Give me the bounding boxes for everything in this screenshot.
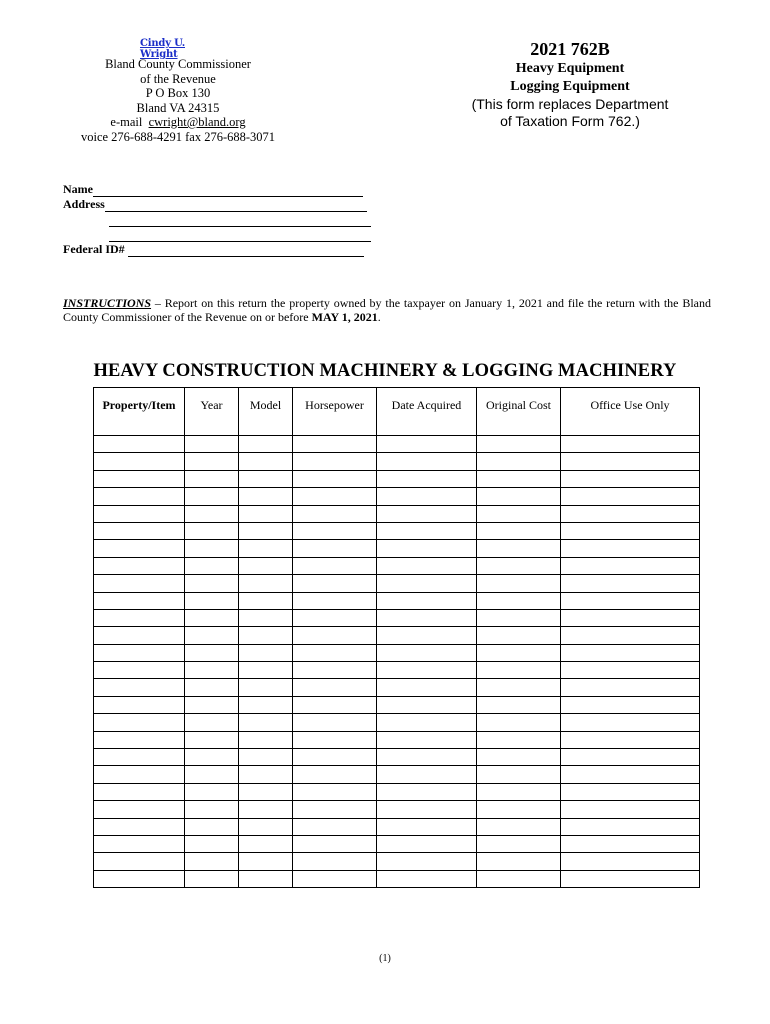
header-original-cost: Original Cost — [477, 388, 561, 436]
table-cell[interactable] — [561, 575, 700, 592]
header-office-use-only: Office Use Only — [561, 388, 700, 436]
table-row — [94, 783, 700, 800]
table-cell[interactable] — [185, 696, 239, 713]
table-cell[interactable] — [477, 436, 561, 453]
header-horsepower: Horsepower — [293, 388, 377, 436]
table-cell[interactable] — [477, 557, 561, 574]
table-cell[interactable] — [94, 522, 185, 539]
table-cell[interactable] — [293, 783, 377, 800]
office-line-4: Bland VA 24315 — [136, 100, 220, 115]
table-cell[interactable] — [377, 818, 477, 835]
table-cell[interactable] — [94, 436, 185, 453]
table-cell[interactable] — [293, 835, 377, 852]
form-title-1: Heavy Equipment — [515, 61, 625, 76]
table-row — [94, 818, 700, 835]
table-cell[interactable] — [94, 488, 185, 505]
table-cell[interactable] — [293, 453, 377, 470]
table-cell[interactable] — [185, 540, 239, 557]
table-cell[interactable] — [477, 801, 561, 818]
table-row — [94, 436, 700, 453]
table-cell[interactable] — [377, 853, 477, 870]
table-cell[interactable] — [293, 714, 377, 731]
table-row — [94, 592, 700, 609]
table-cell[interactable] — [561, 731, 700, 748]
office-line-2: of the Revenue — [140, 71, 216, 86]
header-date-acquired: Date Acquired — [377, 388, 477, 436]
table-cell[interactable] — [561, 609, 700, 626]
table-cell[interactable] — [185, 853, 239, 870]
table-cell[interactable] — [239, 522, 293, 539]
table-cell[interactable] — [185, 818, 239, 835]
table-cell[interactable] — [239, 575, 293, 592]
table-cell[interactable] — [377, 436, 477, 453]
table-cell[interactable] — [293, 853, 377, 870]
table-cell[interactable] — [477, 818, 561, 835]
table-cell[interactable] — [377, 557, 477, 574]
table-row — [94, 522, 700, 539]
table-row — [94, 766, 700, 783]
table-cell[interactable] — [239, 870, 293, 887]
address-field[interactable] — [105, 200, 367, 212]
table-cell[interactable] — [293, 488, 377, 505]
table-cell[interactable] — [94, 731, 185, 748]
table-cell[interactable] — [239, 835, 293, 852]
equipment-table — [93, 387, 700, 888]
header-property-item: Property/Item — [94, 388, 185, 436]
table-row — [94, 505, 700, 522]
table-cell[interactable] — [293, 870, 377, 887]
table-cell[interactable] — [185, 766, 239, 783]
table-cell[interactable] — [477, 644, 561, 661]
table-cell[interactable] — [94, 609, 185, 626]
table-cell[interactable] — [477, 731, 561, 748]
table-cell[interactable] — [477, 853, 561, 870]
table-cell[interactable] — [477, 453, 561, 470]
table-cell[interactable] — [377, 679, 477, 696]
table-cell[interactable] — [185, 522, 239, 539]
table-cell[interactable] — [94, 470, 185, 487]
table-cell[interactable] — [94, 540, 185, 557]
table-cell[interactable] — [377, 835, 477, 852]
table-cell[interactable] — [561, 592, 700, 609]
table-cell[interactable] — [293, 818, 377, 835]
table-cell[interactable] — [377, 627, 477, 644]
table-cell[interactable] — [239, 505, 293, 522]
office-line-3: P O Box 130 — [145, 86, 211, 100]
table-cell[interactable] — [293, 731, 377, 748]
table-cell[interactable] — [239, 766, 293, 783]
table-row — [94, 627, 700, 644]
header-model: Model — [239, 388, 293, 436]
table-cell[interactable] — [239, 488, 293, 505]
table-cell[interactable] — [293, 679, 377, 696]
table-cell[interactable] — [377, 731, 477, 748]
table-cell[interactable] — [185, 749, 239, 766]
table-cell[interactable] — [185, 505, 239, 522]
table-cell[interactable] — [561, 505, 700, 522]
table-cell[interactable] — [477, 575, 561, 592]
table-body — [94, 436, 700, 888]
table-row — [94, 609, 700, 626]
table-cell[interactable] — [377, 592, 477, 609]
table-cell[interactable] — [94, 592, 185, 609]
table-cell[interactable] — [477, 609, 561, 626]
table-cell[interactable] — [377, 453, 477, 470]
table-cell[interactable] — [477, 488, 561, 505]
table-header-row — [94, 388, 700, 436]
table-cell[interactable] — [377, 714, 477, 731]
table-cell[interactable] — [239, 853, 293, 870]
table-cell[interactable] — [94, 801, 185, 818]
table-cell[interactable] — [185, 679, 239, 696]
table-cell[interactable] — [185, 801, 239, 818]
address-line-2-row — [63, 212, 371, 227]
table-cell[interactable] — [239, 731, 293, 748]
table-cell[interactable] — [293, 801, 377, 818]
table-cell[interactable] — [94, 505, 185, 522]
table-cell[interactable] — [239, 696, 293, 713]
table-row — [94, 870, 700, 887]
table-cell[interactable] — [94, 766, 185, 783]
table-cell[interactable] — [293, 470, 377, 487]
table-cell[interactable] — [94, 575, 185, 592]
form-code: 2021 762B — [530, 39, 610, 59]
table-cell[interactable] — [377, 766, 477, 783]
table-row — [94, 835, 700, 852]
table-cell[interactable] — [477, 679, 561, 696]
address-field-2[interactable] — [109, 215, 371, 227]
page-number: (1) — [379, 953, 391, 964]
table-cell[interactable] — [477, 470, 561, 487]
address-field-3[interactable] — [109, 230, 371, 242]
table-cell[interactable] — [185, 575, 239, 592]
table-cell[interactable] — [185, 714, 239, 731]
table-cell[interactable] — [377, 540, 477, 557]
table-cell[interactable] — [477, 766, 561, 783]
table-cell[interactable] — [94, 679, 185, 696]
table-cell[interactable] — [561, 818, 700, 835]
table-cell[interactable] — [239, 662, 293, 679]
office-phone: voice 276-688-4291 fax 276-688-3071 — [80, 129, 276, 144]
table-cell[interactable] — [377, 783, 477, 800]
table-cell[interactable] — [377, 662, 477, 679]
table-cell[interactable] — [377, 488, 477, 505]
federal-id-field[interactable] — [128, 245, 364, 257]
table-cell[interactable] — [561, 436, 700, 453]
table-cell[interactable] — [185, 783, 239, 800]
table-cell[interactable] — [239, 679, 293, 696]
address-field-row — [63, 197, 371, 212]
table-cell[interactable] — [94, 818, 185, 835]
table-cell[interactable] — [239, 714, 293, 731]
table-cell[interactable] — [94, 870, 185, 887]
table-cell[interactable] — [94, 557, 185, 574]
table-cell[interactable] — [377, 696, 477, 713]
table-cell[interactable] — [377, 644, 477, 661]
table-cell[interactable] — [293, 627, 377, 644]
table-cell[interactable] — [561, 679, 700, 696]
table-row — [94, 714, 700, 731]
table-cell[interactable] — [185, 557, 239, 574]
table-cell[interactable] — [477, 592, 561, 609]
table-row — [94, 453, 700, 470]
table-cell[interactable] — [185, 644, 239, 661]
table-cell[interactable] — [239, 436, 293, 453]
table-cell[interactable] — [477, 522, 561, 539]
table-cell[interactable] — [477, 870, 561, 887]
table-cell[interactable] — [239, 627, 293, 644]
table-cell[interactable] — [94, 644, 185, 661]
table-cell[interactable] — [561, 488, 700, 505]
email-link[interactable]: cwright@bland.org — [148, 115, 246, 129]
name-field[interactable] — [93, 185, 363, 197]
table-row — [94, 801, 700, 818]
table-row — [94, 679, 700, 696]
table-cell[interactable] — [377, 505, 477, 522]
table-cell[interactable] — [94, 627, 185, 644]
table-cell[interactable] — [94, 853, 185, 870]
table-cell[interactable] — [293, 592, 377, 609]
table-cell[interactable] — [293, 557, 377, 574]
table-cell[interactable] — [185, 488, 239, 505]
table-cell[interactable] — [185, 436, 239, 453]
table-cell[interactable] — [477, 783, 561, 800]
table-cell[interactable] — [561, 783, 700, 800]
table-cell[interactable] — [377, 575, 477, 592]
table-cell[interactable] — [94, 835, 185, 852]
federal-id-label: Federal ID# — [63, 242, 125, 256]
instructions-end: . — [377, 310, 381, 324]
table-cell[interactable] — [477, 505, 561, 522]
office-email-row — [68, 115, 288, 130]
table-cell[interactable] — [239, 592, 293, 609]
table-cell[interactable] — [185, 870, 239, 887]
office-line-1: Bland County Commissioner — [105, 57, 251, 71]
signature: Cindy U. Wright — [140, 38, 185, 60]
table-cell[interactable] — [477, 835, 561, 852]
table-cell[interactable] — [561, 627, 700, 644]
table-cell[interactable] — [561, 470, 700, 487]
table-cell[interactable] — [239, 453, 293, 470]
instructions — [63, 296, 711, 324]
table-row — [94, 749, 700, 766]
table-cell[interactable] — [239, 540, 293, 557]
table-cell[interactable] — [185, 627, 239, 644]
table-cell[interactable] — [477, 540, 561, 557]
table-cell[interactable] — [561, 644, 700, 661]
table-cell[interactable] — [561, 835, 700, 852]
table-cell[interactable] — [561, 749, 700, 766]
instructions-label: INSTRUCTIONS — [63, 296, 152, 310]
table-cell[interactable] — [377, 801, 477, 818]
name-label: Name — [63, 182, 93, 196]
table-cell[interactable] — [94, 714, 185, 731]
table-cell[interactable] — [293, 522, 377, 539]
table-cell[interactable] — [293, 644, 377, 661]
table-cell[interactable] — [185, 835, 239, 852]
table-cell[interactable] — [561, 557, 700, 574]
form-note-2: of Taxation Form 762.) — [500, 113, 640, 129]
table-cell[interactable] — [561, 696, 700, 713]
table-cell[interactable] — [293, 436, 377, 453]
table-cell[interactable] — [185, 470, 239, 487]
table-row — [94, 696, 700, 713]
form-note-1: (This form replaces Department — [471, 96, 669, 112]
table-cell[interactable] — [477, 662, 561, 679]
address-label: Address — [63, 197, 105, 211]
table-cell[interactable] — [293, 540, 377, 557]
table-cell[interactable] — [377, 470, 477, 487]
table-cell[interactable] — [293, 662, 377, 679]
table-cell[interactable] — [293, 766, 377, 783]
table-row — [94, 488, 700, 505]
table-row — [94, 644, 700, 661]
table-cell[interactable] — [561, 870, 700, 887]
table-cell[interactable] — [239, 470, 293, 487]
table-cell[interactable] — [377, 870, 477, 887]
table-cell[interactable] — [239, 801, 293, 818]
table-cell[interactable] — [94, 662, 185, 679]
table-cell[interactable] — [377, 609, 477, 626]
table-row — [94, 575, 700, 592]
table-row — [94, 662, 700, 679]
table-cell[interactable] — [561, 522, 700, 539]
email-label: e-mail — [110, 115, 143, 129]
table-title: HEAVY CONSTRUCTION MACHINERY & LOGGING MACHINERY — [93, 361, 677, 381]
table-cell[interactable] — [561, 853, 700, 870]
table-row — [94, 540, 700, 557]
table-cell[interactable] — [239, 818, 293, 835]
table-cell[interactable] — [185, 609, 239, 626]
table-cell[interactable] — [293, 609, 377, 626]
table-cell[interactable] — [561, 662, 700, 679]
table-cell[interactable] — [239, 609, 293, 626]
table-cell[interactable] — [185, 662, 239, 679]
table-cell[interactable] — [239, 557, 293, 574]
table-row — [94, 853, 700, 870]
table-cell[interactable] — [94, 696, 185, 713]
table-cell[interactable] — [477, 627, 561, 644]
header-year: Year — [185, 388, 239, 436]
table-cell[interactable] — [293, 505, 377, 522]
table-cell[interactable] — [561, 453, 700, 470]
address-line-3-row — [63, 227, 371, 242]
table-cell[interactable] — [185, 592, 239, 609]
table-cell[interactable] — [94, 783, 185, 800]
table-cell[interactable] — [293, 749, 377, 766]
table-cell[interactable] — [239, 783, 293, 800]
table-cell[interactable] — [293, 696, 377, 713]
table-cell[interactable] — [561, 540, 700, 557]
form-title-2: Logging Equipment — [510, 79, 630, 94]
instructions-text: – Report on this return the property owned by the taxpayer on January 1, 2021 and file the return with the Bland County Commissioner of the Revenue on or before — [63, 296, 711, 324]
form-header-block — [470, 38, 670, 130]
taxpayer-fields — [63, 182, 371, 257]
table-cell[interactable] — [477, 749, 561, 766]
table-cell[interactable] — [94, 749, 185, 766]
table-cell[interactable] — [185, 731, 239, 748]
instructions-deadline: MAY 1, 2021 — [311, 310, 378, 324]
table-cell[interactable] — [561, 801, 700, 818]
federal-id-field-row — [63, 242, 371, 257]
table-cell[interactable] — [377, 749, 477, 766]
table-row — [94, 731, 700, 748]
table-cell[interactable] — [561, 714, 700, 731]
table-cell[interactable] — [477, 714, 561, 731]
table-cell[interactable] — [239, 749, 293, 766]
table-cell[interactable] — [293, 575, 377, 592]
table-cell[interactable] — [185, 453, 239, 470]
table-cell[interactable] — [561, 766, 700, 783]
table-row — [94, 557, 700, 574]
table-cell[interactable] — [94, 453, 185, 470]
table-cell[interactable] — [477, 696, 561, 713]
name-field-row — [63, 182, 371, 197]
table-cell[interactable] — [377, 522, 477, 539]
table-cell[interactable] — [239, 644, 293, 661]
office-address-block — [68, 57, 288, 144]
table-row — [94, 470, 700, 487]
